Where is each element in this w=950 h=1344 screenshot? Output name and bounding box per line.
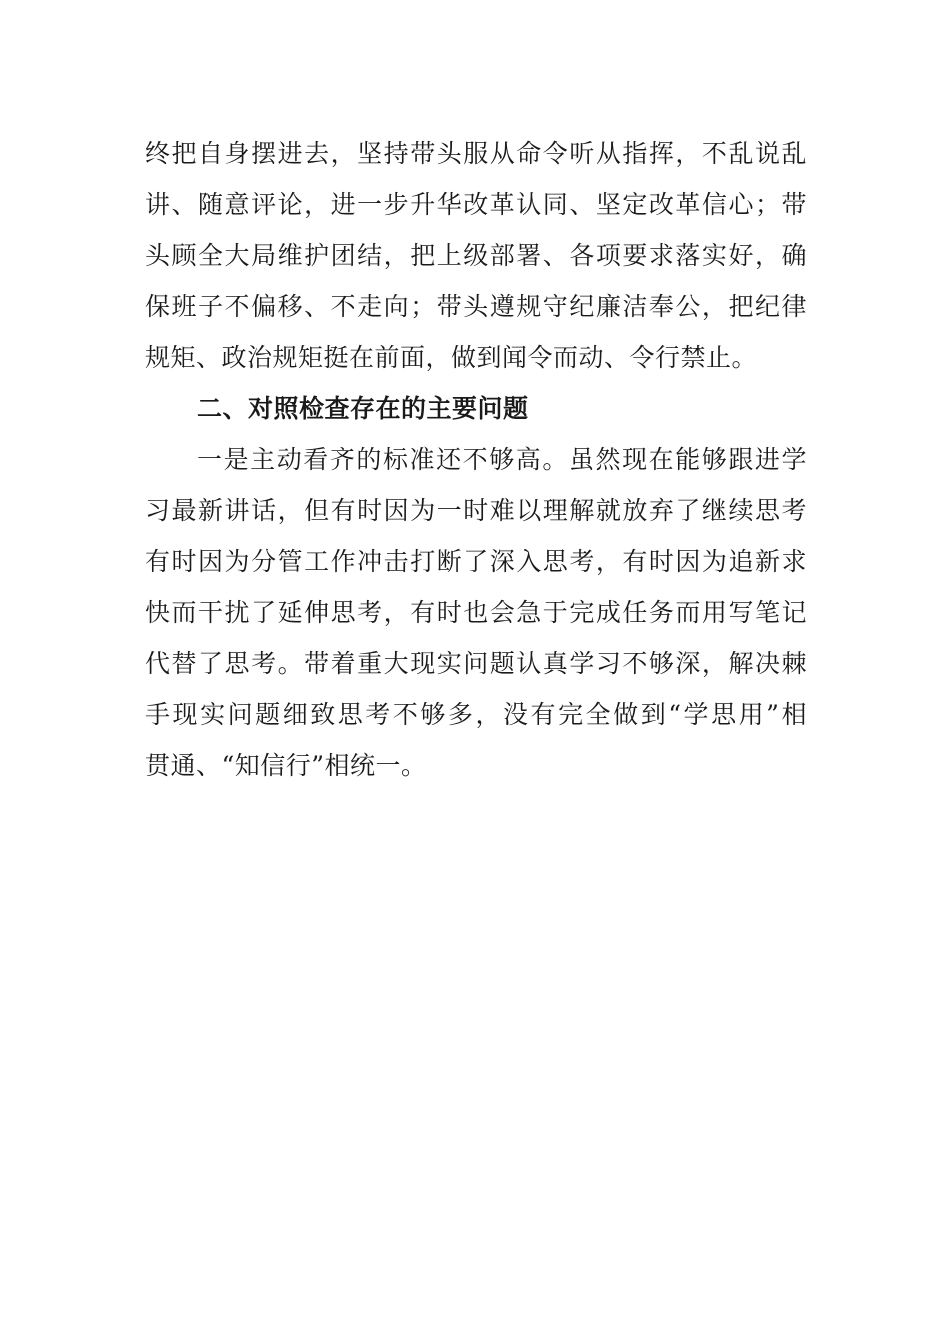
paragraph-problems [145, 434, 807, 791]
text-line: 规矩、政治规矩挺在前面，做到闻令而动、令行禁止。 [145, 343, 758, 372]
text-line: 头顾全大局维护团结，把上级部署、各项要求落实好，确 [145, 241, 807, 270]
text-line: 保班子不偏移、不走向；带头遵规守纪廉洁奉公，把纪律 [145, 292, 807, 321]
document-body [145, 128, 807, 791]
text-line: 习最新讲话，但有时因为一时难以理解就放弃了继续思考 [145, 496, 807, 525]
text-line: 代替了思考。带着重大现实问题认真学习不够深，解决棘 [145, 649, 807, 678]
text-line: 有时因为分管工作冲击打断了深入思考，有时因为追新求 [145, 547, 807, 576]
section-heading: 二、对照检查存在的主要问题 [197, 394, 529, 423]
text-line: 贯通、“知信行”相统一。 [145, 751, 427, 780]
text-line: 讲、随意评论，进一步升华改革认同、坚定改革信心；带 [145, 190, 807, 219]
paragraph-commitments [145, 128, 807, 383]
text-line: 手现实问题细致思考不够多，没有完全做到“学思用”相 [145, 700, 807, 729]
text-line: 终把自身摆进去，坚持带头服从命令听从指挥，不乱说乱 [145, 139, 807, 168]
text-line: 快而干扰了延伸思考，有时也会急于完成任务而用写笔记 [145, 598, 807, 627]
text-line: 一是主动看齐的标准还不够高。虽然现在能够跟进学 [197, 445, 807, 474]
